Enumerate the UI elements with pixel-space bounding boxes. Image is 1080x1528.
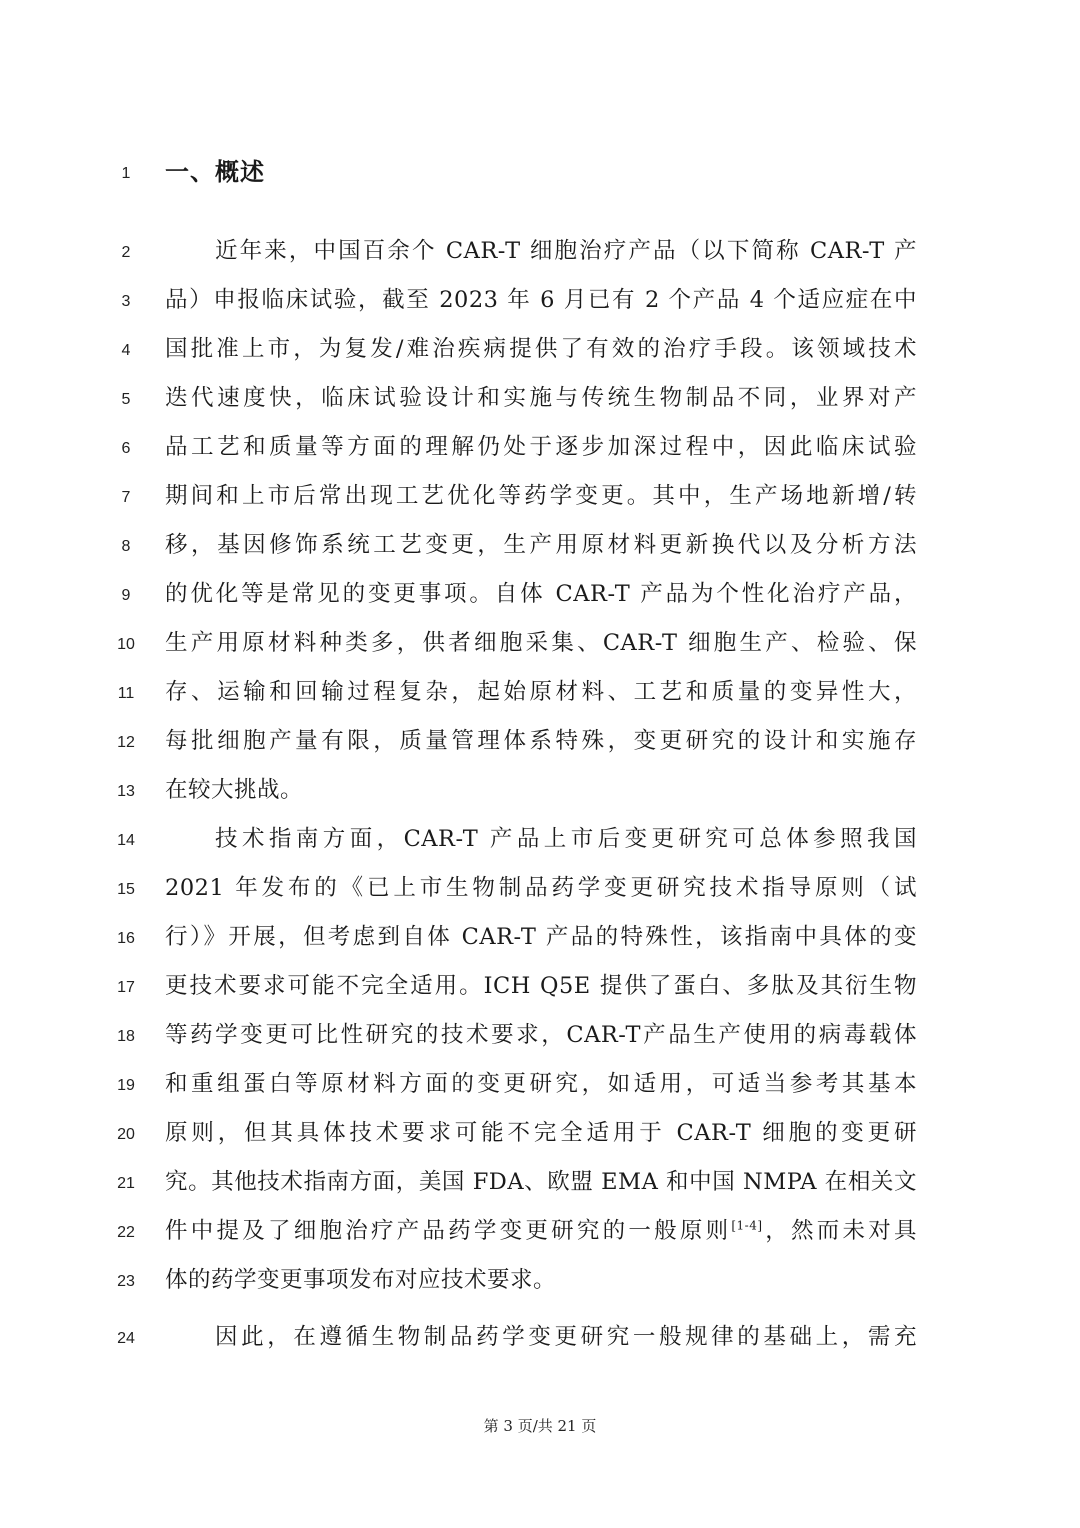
line-number: 21	[117, 1175, 135, 1192]
line-number: 24	[117, 1330, 135, 1347]
paragraph-text: 体的药学变更事项发布对应技术要求。	[165, 1267, 557, 1293]
paragraph-text: 行）》开展，但考虑到自体 CAR-T 产品的特殊性，该指南中具体的变	[165, 924, 917, 950]
text-line	[0, 673, 1080, 722]
text-line	[0, 1261, 1080, 1310]
line-number: 15	[117, 881, 135, 898]
text-line	[0, 575, 1080, 624]
citation-superscript: [1-4]	[731, 1218, 763, 1233]
paragraph-text: 2021 年发布的《已上市生物制品药学变更研究技术指导原则（试	[165, 875, 917, 901]
paragraph-text: 等药学变更可比性研究的技术要求，CAR-T产品生产使用的病毒载体	[165, 1022, 917, 1048]
paragraph-text: 更技术要求可能不完全适用。ICH Q5E 提供了蛋白、多肽及其衍生物	[165, 973, 917, 999]
paragraph-text: 品工艺和质量等方面的理解仍处于逐步加深过程中，因此临床试验	[165, 434, 917, 460]
line-number: 4	[121, 342, 131, 359]
paragraph-text: 近年来，中国百余个 CAR-T 细胞治疗产品（以下简称 CAR-T 产	[215, 238, 917, 264]
text-segment: 件中提及了细胞治疗产品药学变更研究的一般原则	[165, 1218, 732, 1244]
line-number: 14	[117, 832, 135, 849]
paragraph-text: 生产用原材料种类多，供者细胞采集、CAR-T 细胞生产、检验、保	[165, 630, 917, 656]
paragraph-text: 移，基因修饰系统工艺变更，生产用原材料更新换代以及分析方法	[165, 532, 917, 558]
text-line	[0, 624, 1080, 673]
line-number: 5	[121, 391, 131, 408]
text-line	[0, 1114, 1080, 1163]
text-line	[0, 330, 1080, 379]
text-line	[0, 428, 1080, 477]
line-number: 7	[121, 489, 131, 506]
text-line	[0, 771, 1080, 820]
paragraph-text: 在较大挑战。	[165, 777, 304, 803]
text-line	[0, 379, 1080, 428]
line-number: 16	[117, 930, 135, 947]
line-number: 3	[121, 293, 131, 310]
paragraph-text: 和重组蛋白等原材料方面的变更研究，如适用，可适当参考其基本	[165, 1071, 917, 1097]
text-line	[0, 967, 1080, 1016]
text-line	[0, 477, 1080, 526]
text-line	[0, 869, 1080, 918]
line-number: 12	[117, 734, 135, 751]
line-number: 13	[117, 783, 135, 800]
line-number: 11	[117, 685, 135, 702]
line-number: 17	[117, 979, 135, 996]
paragraph-text: 究。其他技术指南方面，美国 FDA、欧盟 EMA 和中国 NMPA 在相关文	[165, 1169, 917, 1195]
heading-line	[0, 153, 1080, 202]
text-line	[0, 1163, 1080, 1212]
paragraph-text: 迭代速度快，临床试验设计和实施与传统生物制品不同，业界对产	[165, 385, 917, 411]
text-line	[0, 820, 1080, 869]
paragraph-text: 期间和上市后常出现工艺优化等药学变更。其中，生产场地新增/转	[165, 483, 917, 509]
line-number: 20	[117, 1126, 135, 1143]
text-line	[0, 281, 1080, 330]
paragraph-text: 国批准上市，为复发/难治疾病提供了有效的治疗手段。该领域技术	[165, 336, 917, 362]
line-number: 1	[121, 165, 131, 182]
paragraph-text: 技术指南方面，CAR-T 产品上市后变更研究可总体参照我国	[215, 826, 917, 852]
line-number: 8	[121, 538, 131, 555]
line-number: 23	[117, 1273, 135, 1290]
paragraph-text: 品）申报临床试验，截至 2023 年 6 月已有 2 个产品 4 个适应症在中	[165, 287, 917, 313]
line-number: 19	[117, 1077, 135, 1094]
text-line	[0, 1065, 1080, 1114]
text-line	[0, 1016, 1080, 1065]
paragraph-text: 因此，在遵循生物制品药学变更研究一般规律的基础上，需充	[215, 1324, 917, 1350]
text-line	[0, 232, 1080, 281]
text-line	[0, 918, 1080, 967]
text-line	[0, 1212, 1080, 1261]
text-line	[0, 526, 1080, 575]
page-footer: 第 3 页/共 21 页	[483, 1417, 597, 1435]
section-heading: 一、概述	[165, 158, 265, 186]
paragraph-text: 存、运输和回输过程复杂，起始原材料、工艺和质量的变异性大，	[165, 679, 917, 705]
paragraph-text: 每批细胞产量有限，质量管理体系特殊，变更研究的设计和实施存	[165, 728, 917, 754]
paragraph-text: 原则，但其具体技术要求可能不完全适用于 CAR-T 细胞的变更研	[165, 1120, 917, 1146]
text-line	[0, 1318, 1080, 1367]
line-number: 22	[117, 1224, 135, 1241]
line-number: 2	[121, 244, 131, 261]
line-number: 6	[121, 440, 131, 457]
line-number: 9	[121, 587, 131, 604]
text-segment: ，然而未对具	[762, 1218, 917, 1244]
text-line	[0, 722, 1080, 771]
paragraph-text: 的优化等是常见的变更事项。自体 CAR-T 产品为个性化治疗产品，	[165, 581, 917, 607]
line-number: 18	[117, 1028, 135, 1045]
line-number: 10	[117, 636, 135, 653]
paragraph-text	[165, 1216, 917, 1246]
